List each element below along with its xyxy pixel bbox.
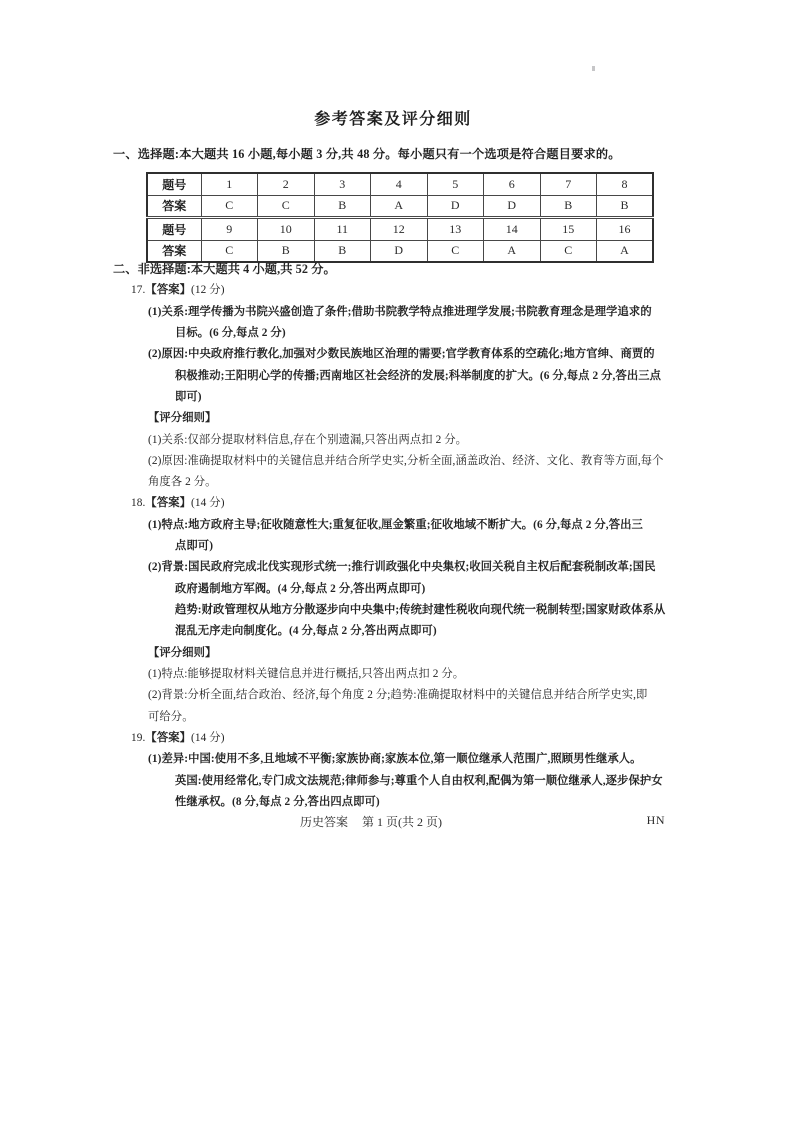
table-cell: C (540, 240, 597, 262)
footer-code: HN (646, 813, 665, 827)
scoring-rubric-line: 可给分。 (148, 710, 194, 723)
table-header-cell: 题号 (147, 173, 201, 195)
answer-line: (1)差异:中国:使用不多,且地域不平衡;家族协商;家族本位,第一顺位继承人范围广,照顾男性继承人。 (148, 753, 642, 766)
answer-line: 目标。(6 分,每点 2 分) (175, 326, 286, 339)
footer-center-text (113, 813, 629, 830)
item-number: 19. (131, 731, 146, 744)
section-choice-heading: 一、选择题:本大题共 16 小题,每小题 3 分,共 48 分。每小题只有一个选项是符合题目要求的。 (113, 147, 621, 161)
table-cell: 11 (314, 218, 371, 241)
answer-line: 趋势:财政管理权从地方分散逐步向中央集中;传统封建性税收向现代统一税制转型;国家财政体系从 (175, 604, 666, 616)
answer-line: 混乱无序走向制度化。(4 分,每点 2 分,答出两点即可) (175, 625, 437, 638)
answer-label: 【答案】 (145, 731, 192, 744)
scoring-rubric-line: (2)原因:准确提取材料中的关键信息并结合所学史实,分析全面,涵盖政治、经济、文化、教育等方面,每个 (148, 454, 664, 467)
footer-doc-label: 历史答案 (299, 815, 348, 829)
table-cell: D (427, 195, 484, 218)
table-cell: D (371, 240, 428, 262)
page-title: 参考答案及评分细则 (314, 111, 472, 128)
answer-line: (1)特点:地方政府主导;征收随意性大;重复征收,厘金繁重;征收地域不断扩大。(6 分,每点 2 分,答出三 (148, 518, 643, 531)
item-number: 17. (131, 284, 146, 297)
answer-line: 政府遏制地方军阀。(4 分,每点 2 分,答出两点即可) (175, 582, 426, 595)
table-cell: 4 (371, 173, 428, 195)
table-header-cell: 题号 (147, 218, 201, 241)
table-cell: A (597, 240, 654, 262)
table-cell: A (484, 240, 541, 262)
table-cell: 13 (427, 218, 484, 241)
table-cell: 6 (484, 173, 541, 195)
scan-artifact-mark (592, 66, 595, 71)
scoring-rubric-line: (2)背景:分析全面,结合政治、经济,每个角度 2 分;趋势:准确提取材料中的关键信息并结合所学史实,即 (148, 689, 648, 702)
footer-page-number: 第 1 页(共 2 页) (362, 815, 442, 829)
table-cell: C (258, 195, 315, 218)
table-cell: 15 (540, 218, 597, 241)
free-response-section (113, 259, 713, 813)
table-cell: 2 (258, 173, 315, 195)
item-number: 18. (131, 497, 146, 510)
table-cell: D (484, 195, 541, 218)
table-cell: 14 (484, 218, 541, 241)
table-cell: C (201, 240, 258, 262)
answer-line: 积极推动;王阳明心学的传播;西南地区社会经济的发展;科举制度的扩大。(6 分,每点 2 分,答出三点 (175, 369, 662, 382)
answer-label: 【答案】 (145, 284, 192, 297)
page-footer (113, 813, 673, 835)
table-cell: 7 (540, 173, 597, 195)
table-cell: 5 (427, 173, 484, 195)
answer-table (146, 172, 654, 263)
table-cell: C (427, 240, 484, 262)
table-cell: B (314, 195, 371, 218)
answer-item-header-17 (113, 280, 713, 301)
table-cell: 3 (314, 173, 371, 195)
table-cell: C (201, 195, 258, 218)
answer-line: 即可) (175, 390, 202, 403)
item-score: (14 分) (191, 731, 225, 744)
answer-line: 性继承权。(8 分,每点 2 分,答出四点即可) (175, 795, 380, 808)
table-row (147, 195, 653, 218)
table-cell: B (597, 195, 654, 218)
table-header-cell: 答案 (147, 195, 201, 218)
table-row (147, 218, 653, 241)
table-cell: B (540, 195, 597, 218)
table-cell: 1 (201, 173, 258, 195)
table-cell: 16 (597, 218, 654, 241)
answer-line: 英国:使用经常化,专门成文法规范;律师参与;尊重个人自由权利,配偶为第一顺位继承人,逐步保护女 (175, 774, 663, 787)
answer-item-header-18 (113, 493, 713, 514)
answer-line: (2)背景:国民政府完成北伐实现形式统一;推行训政强化中央集权;收回关税自主权后配套税制改革;国民 (148, 561, 656, 574)
answer-label: 【答案】 (145, 497, 192, 510)
table-cell: 12 (371, 218, 428, 241)
table-cell: B (258, 240, 315, 262)
table-cell: 8 (597, 173, 654, 195)
item-score: (12 分) (191, 284, 225, 297)
answer-line: 点即可) (175, 540, 214, 553)
table-row (147, 173, 653, 195)
scoring-rubric-line: (1)特点:能够提取材料关键信息并进行概括,只答出两点扣 2 分。 (148, 667, 465, 680)
item-score: (14 分) (191, 497, 225, 510)
answer-item-header-19 (113, 728, 713, 749)
table-cell: 9 (201, 218, 258, 241)
scoring-rubric-line: 角度各 2 分。 (148, 476, 217, 489)
answer-line: (2)原因:中央政府推行教化,加强对少数民族地区治理的需要;官学教育体系的空疏化;地方官绅、商贾的 (148, 348, 655, 361)
answer-line: (1)关系:理学传播为书院兴盛创造了条件;借助书院教学特点推进理学发展;书院教育理念是理学追求的 (148, 305, 652, 318)
table-cell: A (371, 195, 428, 218)
table-cell: 10 (258, 218, 315, 241)
table-cell: B (314, 240, 371, 262)
scoring-rubric-heading: 【评分细则】 (148, 412, 217, 425)
scoring-rubric-line: (1)关系:仅部分提取材料信息,存在个别遗漏,只答出两点扣 2 分。 (148, 433, 468, 446)
section-free-heading: 二、非选择题:本大题共 4 小题,共 52 分。 (113, 262, 336, 276)
table-header-cell: 答案 (147, 240, 201, 262)
scoring-rubric-heading: 【评分细则】 (148, 646, 217, 659)
